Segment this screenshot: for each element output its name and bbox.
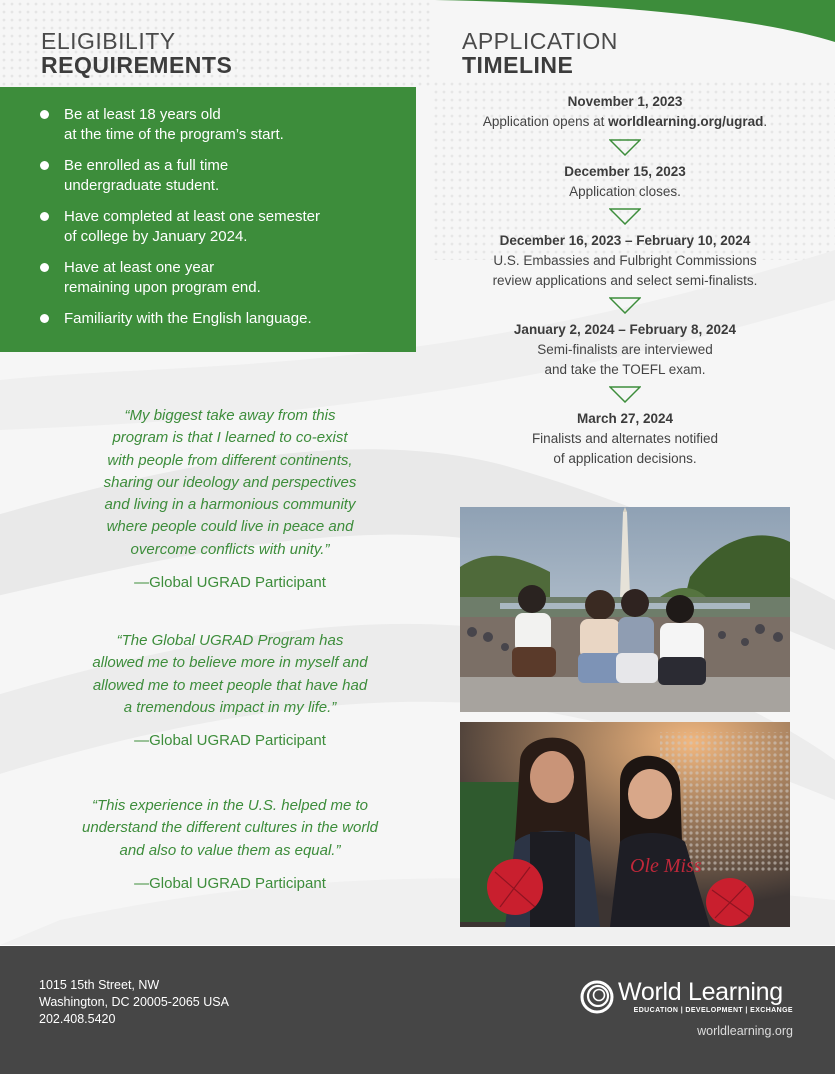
footer	[0, 946, 835, 1074]
timeline-description: U.S. Embassies and Fulbright Commissions review applications and select semi-finalists.	[492, 253, 758, 288]
timeline-item	[460, 92, 790, 132]
eligibility-item: Be enrolled as a full time undergraduate student.	[40, 156, 416, 195]
world-learning-logo-icon	[579, 979, 615, 1015]
bullet-icon	[40, 314, 49, 323]
quote-attribution: —Global UGRAD Participant	[134, 732, 326, 750]
timeline-item	[460, 162, 790, 202]
eligibility-heading-bold: REQUIREMENTS	[41, 52, 233, 78]
down-arrow-icon	[609, 386, 641, 403]
address-street: 1015 15th Street, NW	[39, 978, 160, 992]
bullet-icon	[40, 212, 49, 221]
eligibility-heading	[41, 29, 232, 77]
address-city: Washington, DC 20005-2065 USA	[39, 995, 229, 1009]
timeline-description: Application closes.	[569, 183, 681, 199]
timeline-item	[460, 409, 790, 468]
timeline-heading	[462, 29, 618, 77]
eligibility-list	[0, 87, 416, 329]
students-monument-photo	[460, 507, 790, 712]
students-stadium-photo	[460, 722, 790, 927]
phone-number[interactable]: 202.408.5420	[39, 1012, 116, 1026]
application-timeline	[460, 92, 790, 468]
timeline-description: Finalists and alternates notified of application decisions.	[531, 431, 719, 466]
website-link[interactable]: worldlearning.org	[697, 1024, 793, 1038]
timeline-date: March 27, 2024	[576, 411, 674, 426]
timeline-date: January 2, 2024 – February 8, 2024	[513, 322, 737, 337]
contact-address	[39, 977, 229, 1028]
bullet-icon	[40, 110, 49, 119]
timeline-description	[460, 112, 790, 132]
eligibility-item: Have completed at least one semester of college by January 2024.	[40, 207, 416, 246]
down-arrow-icon	[609, 297, 641, 314]
timeline-date: November 1, 2023	[567, 94, 683, 109]
timeline-description: Semi-finalists are interviewed and take the TOEFL exam.	[537, 342, 713, 377]
website-link[interactable]: worldlearning.org/ugrad	[608, 114, 764, 129]
timeline-date: December 15, 2023	[564, 163, 686, 179]
quote-attribution: —Global UGRAD Participant	[134, 574, 326, 592]
eligibility-item: Familiarity with the English language.	[40, 309, 416, 329]
timeline-date: December 16, 2023 – February 10, 2024	[499, 233, 751, 248]
bullet-icon	[40, 161, 49, 170]
timeline-item	[460, 320, 790, 379]
eligibility-list-box	[0, 87, 416, 352]
timeline-item	[460, 231, 790, 290]
eligibility-item: Be at least 18 years old at the time of the program’s start.	[40, 105, 416, 144]
timeline-desc-suffix: .	[763, 114, 768, 129]
eligibility-heading-light: ELIGIBILITY	[41, 28, 176, 54]
timeline-desc-text: Application opens at	[482, 114, 609, 129]
bullet-icon	[40, 263, 49, 272]
svg-text:Ole Miss: Ole Miss	[630, 855, 702, 877]
quote-text: “My biggest take away from this program is that I learned to co-exist with people from different continents, sharing our ideology and perspectives and living in a harmonious community where people could live in peace and overcome conflicts with unity.”	[103, 407, 357, 558]
eligibility-item: Have at least one year remaining upon program end.	[40, 258, 416, 297]
world-learning-brand	[555, 977, 795, 1057]
timeline-heading-light: APPLICATION	[462, 28, 618, 54]
quote-text: “The Global UGRAD Program has allowed me to believe more in myself and allowed me to meet people that have had a tremendous impact in my life.”	[92, 632, 368, 716]
timeline-heading-bold: TIMELINE	[462, 52, 574, 78]
down-arrow-icon	[609, 208, 641, 225]
brand-tagline: EDUCATION | DEVELOPMENT | EXCHANGE	[633, 1007, 793, 1014]
down-arrow-icon	[609, 139, 641, 156]
participant-quote	[30, 405, 430, 593]
quote-text: “This experience in the U.S. helped me to understand the different cultures in the world and also to value them as equal.”	[81, 797, 378, 859]
brand-name: World Learning	[618, 978, 783, 1006]
participant-quote	[30, 795, 430, 894]
quote-attribution: —Global UGRAD Participant	[134, 874, 326, 892]
participant-quote	[30, 630, 430, 751]
